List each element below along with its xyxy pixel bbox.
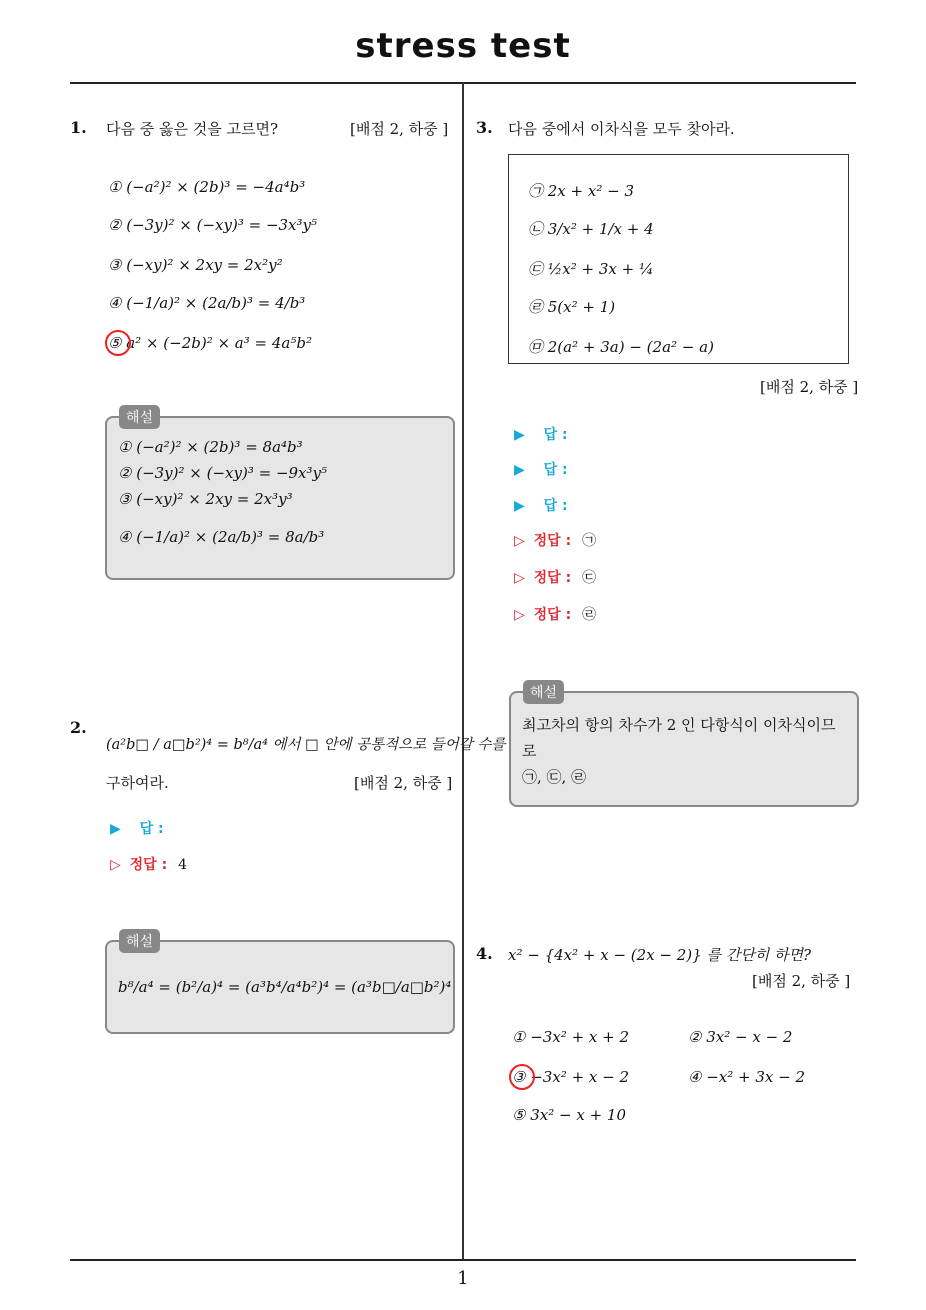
score-meta: [배점 2, 하중 ] (354, 774, 453, 792)
choice-1[interactable]: ① −3x² + x + 2 (512, 1028, 630, 1046)
answer-label: 답 : (543, 427, 568, 443)
question-text: 다음 중 옳은 것을 고르면? (106, 120, 279, 138)
selected-mark-icon (509, 1064, 535, 1090)
correct-answer-row-3 (514, 604, 596, 624)
solution-line-2: 로 (522, 742, 537, 760)
correct-answer-row (110, 854, 187, 874)
expression-5: ㉤ 2(a² + 3a) − (2a² − a) (528, 338, 714, 356)
expression-1: ㉠ 2x + x² − 3 (528, 182, 634, 200)
expression-4: ㉣ 5(x² + 1) (528, 298, 616, 316)
correct-value: ㉠ (582, 533, 597, 549)
answer-arrow-icon: ▶ (514, 498, 525, 514)
answer-label: 답 : (543, 462, 568, 478)
answer-row-1[interactable] (514, 424, 568, 444)
expression-3: ㉢ ½x² + 3x + ¼ (528, 260, 654, 278)
solution-line-2: ② (−3y)² × (−xy)³ = −9x³y⁵ (118, 464, 328, 482)
choice-4[interactable]: ④ −x² + 3x − 2 (688, 1068, 806, 1086)
answer-label: 답 : (139, 821, 164, 837)
solution-line-1: b⁸/a⁴ = (b²/a)⁴ = (a³b⁴/a⁴b²)⁴ = (a³b□/a□b²)⁴ (118, 978, 452, 996)
choice-2[interactable]: ② (−3y)² × (−xy)³ = −3x³y⁵ (108, 216, 318, 234)
correct-label: 정답 : (533, 533, 572, 549)
correct-value: 4 (178, 857, 187, 873)
score-meta: [배점 2, 하중 ] (760, 378, 859, 396)
choice-4[interactable]: ④ (−1/a)² × (2a/b)³ = 4/b³ (108, 294, 306, 312)
correct-arrow-icon: ▷ (514, 533, 525, 549)
answer-label: 답 : (543, 498, 568, 514)
choice-5[interactable]: ⑤ a² × (−2b)² × a³ = 4a⁵b² (108, 334, 312, 352)
correct-arrow-icon: ▷ (514, 607, 525, 623)
question-number: 2. (70, 718, 87, 737)
question-number: 1. (70, 118, 87, 137)
correct-value: ㉢ (582, 570, 597, 586)
correct-answer-row-1 (514, 530, 596, 550)
correct-arrow-icon: ▷ (110, 857, 121, 873)
correct-arrow-icon: ▷ (514, 570, 525, 586)
question-text-cont: 구하여라. (106, 774, 169, 792)
page-number: 1 (457, 1268, 469, 1289)
solution-line-3: ㉠, ㉢, ㉣ (522, 768, 587, 786)
question-number: 4. (476, 944, 493, 963)
correct-value: ㉣ (582, 607, 597, 623)
question-number: 3. (476, 118, 493, 137)
answer-arrow-icon: ▶ (110, 821, 121, 837)
page-title: stress test (355, 26, 571, 66)
answer-row[interactable] (110, 818, 164, 838)
solution-tag: 해설 (119, 929, 160, 953)
choice-3[interactable]: ③ −3x² + x − 2 (512, 1068, 630, 1086)
solution-line-1: ① (−a²)² × (2b)³ = 8a⁴b³ (118, 438, 303, 456)
correct-label: 정답 : (533, 570, 572, 586)
solution-line-3: ③ (−xy)² × 2xy = 2x³y³ (118, 490, 293, 508)
question-text: (a²b□ / a□b²)⁴ = b⁸/a⁴ 에서 □ 안에 공통적으로 들어갈 수를 (106, 737, 506, 753)
score-meta: [배점 2, 하중 ] (752, 972, 851, 990)
choice-2[interactable]: ② 3x² − x − 2 (688, 1028, 793, 1046)
solution-line-1: 최고차의 항의 차수가 2 인 다항식이 이차식이므 (522, 716, 836, 734)
answer-arrow-icon: ▶ (514, 427, 525, 443)
score-meta: [배점 2, 하중 ] (350, 120, 449, 138)
answer-row-3[interactable] (514, 495, 568, 515)
choice-1[interactable]: ① (−a²)² × (2b)³ = −4a⁴b³ (108, 178, 306, 196)
correct-answer-row-2 (514, 567, 596, 587)
solution-box (509, 691, 859, 807)
choice-3[interactable]: ③ (−xy)² × 2xy = 2x²y² (108, 256, 283, 274)
question-text: 다음 중에서 이차식을 모두 찾아라. (508, 120, 735, 138)
solution-line-4: ④ (−1/a)² × (2a/b)³ = 8a/b³ (118, 528, 325, 546)
choice-5[interactable]: ⑤ 3x² − x + 10 (512, 1106, 626, 1124)
question-text: x² − {4x² + x − (2x − 2)} 를 간단히 하면? (508, 946, 811, 964)
expression-2: ㉡ 3/x² + 1/x + 4 (528, 220, 654, 238)
selected-mark-icon (105, 330, 131, 356)
answer-arrow-icon: ▶ (514, 462, 525, 478)
footer-rule (70, 1259, 856, 1261)
solution-tag: 해설 (119, 405, 160, 429)
answer-row-2[interactable] (514, 459, 568, 479)
correct-label: 정답 : (533, 607, 572, 623)
solution-tag: 해설 (523, 680, 564, 704)
correct-label: 정답 : (129, 857, 168, 873)
column-divider (462, 82, 464, 1260)
